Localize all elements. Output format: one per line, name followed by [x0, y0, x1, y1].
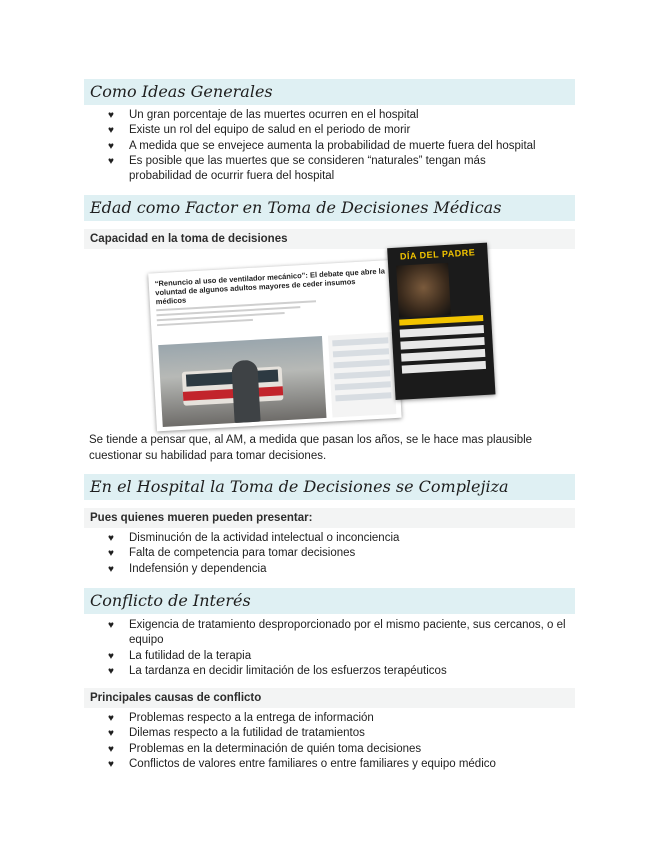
heart-bullet-icon: ♥ [108, 758, 114, 770]
list-item: ♥ Indefensión y dependencia [108, 562, 568, 577]
list-item: ♥ Es posible que las muertes que se consideren “naturales” tengan más probabilidad de ocurrir fuera del hospital [108, 154, 486, 183]
list-item: ♥ Exigencia de tratamiento desproporcionado por el mismo paciente, sus cercanos, o el equipo [108, 619, 566, 647]
heart-bullet-icon: ♥ [108, 110, 114, 121]
ad-form [400, 325, 487, 378]
bus-photo [158, 336, 326, 427]
list-hospital [108, 531, 568, 577]
list-item: ♥ Conflictos de valores entre familiares o entre familiares y equipo médico [108, 757, 568, 772]
list-item: ♥ La tardanza en decidir limitación de los esfuerzos terapéuticos [108, 664, 568, 679]
heart-bullet-icon: ♥ [108, 713, 114, 724]
heart-bullet-icon: ♥ [108, 620, 114, 631]
subheading-capacidad: Capacidad en la toma de decisiones [84, 229, 575, 249]
subheading-quienes-mueren: Pues quienes mueren pueden presentar: [84, 508, 575, 528]
heart-bullet-icon: ♥ [108, 728, 114, 740]
list-item: ♥ Problemas respecto a la entrega de información [108, 711, 568, 726]
section-heading-ideas-generales: Como Ideas Generales [84, 79, 575, 105]
ad-photo [396, 263, 451, 318]
section-heading-hospital: En el Hospital la Toma de Decisiones se Complejiza [84, 474, 575, 500]
heart-bullet-icon: ♥ [108, 563, 114, 575]
person-figure [231, 360, 260, 423]
ad-banner [387, 243, 495, 400]
news-collage-image [148, 243, 497, 432]
heart-bullet-icon: ♥ [108, 140, 114, 152]
list-item: ♥ Existe un rol del equipo de salud en el periodo de morir [108, 123, 568, 138]
news-article-screenshot [148, 260, 401, 431]
list-conflicto [108, 618, 568, 679]
heart-bullet-icon: ♥ [108, 125, 114, 137]
list-item: ♥ Problemas en la determinación de quién toma decisiones [108, 742, 568, 757]
paragraph-capacidad: Se tiende a pensar que, al AM, a medida que pasan los años, se le hace mas plausible cuestionar su habilidad para tomar decisiones. [89, 434, 533, 462]
heart-bullet-icon: ♥ [108, 548, 114, 560]
heart-bullet-icon: ♥ [108, 665, 114, 677]
list-causas-conflicto [108, 711, 568, 772]
heart-bullet-icon: ♥ [108, 743, 114, 755]
subheading-causas-conflicto: Principales causas de conflicto [84, 688, 575, 708]
news-headline: “Renuncio al uso de ventilador mecánico”: El debate que abre la voluntad de algunos adultos mayores de ceder insumos médicos [154, 266, 386, 307]
list-ideas-generales [108, 108, 568, 184]
list-item: ♥ Un gran porcentaje de las muertes ocurren en el hospital [108, 108, 568, 123]
section-heading-edad: Edad como Factor en Toma de Decisiones Médicas [84, 195, 575, 221]
section-heading-conflicto: Conflicto de Interés [84, 588, 575, 614]
heart-bullet-icon: ♥ [108, 650, 114, 662]
list-item: ♥ La futilidad de la terapia [108, 649, 568, 664]
ad-title: DÍA DEL PADRE [399, 247, 476, 262]
list-item: ♥ Dilemas respecto a la futilidad de tratamientos [108, 726, 568, 741]
heart-bullet-icon: ♥ [108, 533, 114, 544]
list-item: ♥ Falta de competencia para tomar decisiones [108, 546, 568, 561]
list-item: ♥ A medida que se envejece aumenta la probabilidad de muerte fuera del hospital [108, 139, 568, 154]
list-item: ♥ Disminución de la actividad intelectual o inconciencia [108, 531, 568, 546]
heart-bullet-icon: ♥ [108, 155, 114, 167]
news-sidebar [328, 332, 396, 417]
